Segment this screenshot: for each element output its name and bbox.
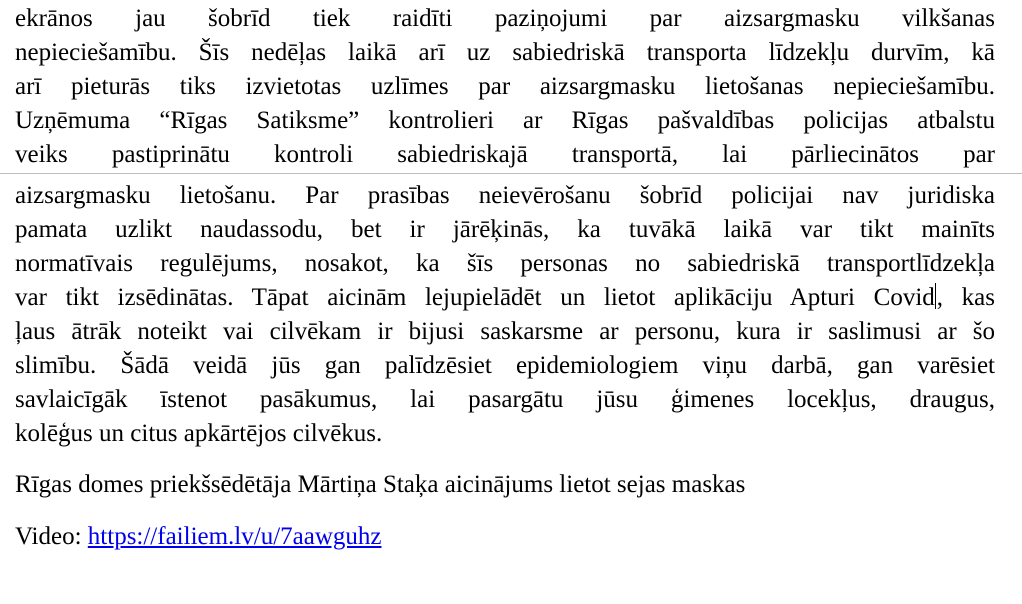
text-line: aizsargmasku lietošanu. Par prasības neievērošanu šobrīd policijai nav juridiska	[15, 182, 995, 209]
text-line: pamata uzlikt naudassodu, bet ir jārēķinās, ka tuvākā laikā var tikt mainīts	[15, 216, 995, 243]
caption-paragraph[interactable]: Rīgas domes priekšsēdētāja Mārtiņa Staķa aicinājums lietot sejas maskas	[15, 471, 746, 498]
text-line: normatīvais regulējums, nosakot, ka šīs personas no sabiedriskā transportlīdzekļa	[15, 250, 995, 277]
text-before-cursor: var tikt izsēdinātas. Tāpat aicinām lejupielādēt un lietot aplikāciju Apturi Covid	[15, 284, 935, 311]
text-line: savlaicīgāk īstenot pasākumus, lai pasargātu jūsu ģimenes locekļus, draugus,	[15, 386, 995, 413]
text-after-cursor: , kas	[936, 284, 995, 311]
text-line: arī pieturās tiks izvietotas uzlīmes par aizsargmasku lietošanas nepieciešamību.	[15, 73, 995, 100]
video-label: Video:	[15, 523, 88, 550]
page-2-text-block[interactable]	[15, 179, 995, 451]
text-line: veiks pastiprinātu kontroli sabiedriskajā transportā, lai pārliecinātos par	[15, 141, 995, 168]
video-paragraph	[15, 520, 382, 554]
text-line: Uzņēmuma “Rīgas Satiksme” kontrolieri ar Rīgas pašvaldības policijas atbalstu	[15, 107, 995, 134]
text-line: ekrānos jau šobrīd tiek raidīti paziņojumi par aizsargmasku vilkšanas	[15, 5, 995, 32]
text-cursor	[935, 283, 936, 309]
text-line: ļaus ātrāk noteikt vai cilvēkam ir bijusi saskarsme ar personu, kura ir saslimusi ar šo	[15, 318, 995, 345]
text-line-with-cursor	[15, 281, 995, 315]
page-break-divider	[0, 173, 1022, 174]
text-line: nepieciešamību. Šīs nedēļas laikā arī uz sabiedriskā transporta līdzekļu durvīm, kā	[15, 39, 995, 66]
page-1-text-block[interactable]	[15, 0, 995, 172]
text-line: slimību. Šādā veidā jūs gan palīdzēsiet epidemiologiem viņu darbā, gan varēsiet	[15, 352, 995, 379]
text-line: kolēģus un citus apkārtējos cilvēkus.	[15, 420, 383, 447]
video-hyperlink[interactable]: https://failiem.lv/u/7aawguhz	[87, 523, 382, 550]
